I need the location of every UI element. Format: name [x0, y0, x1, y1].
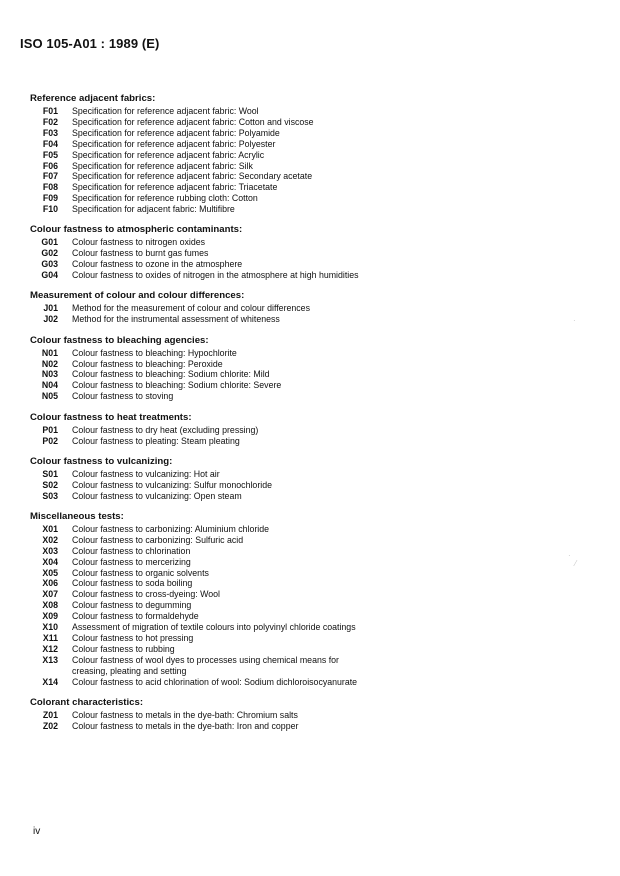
page-number: iv	[33, 826, 41, 837]
list-item	[30, 150, 590, 161]
list-item	[30, 391, 590, 402]
item-description: Colour fastness to formaldehyde	[72, 611, 199, 622]
list-item	[30, 182, 590, 193]
list-item	[30, 348, 590, 359]
item-description: Specification for reference adjacent fabric: Cotton and viscose	[72, 116, 314, 127]
section	[30, 224, 590, 281]
item-code: F07	[42, 171, 58, 182]
list-item	[30, 535, 590, 546]
list-item	[30, 128, 590, 139]
item-description: Colour fastness to ozone in the atmosphere	[72, 259, 243, 270]
list-item	[30, 589, 590, 600]
item-description: Specification for reference adjacent fabric: Acrylic	[72, 149, 265, 160]
item-code: G02	[41, 248, 58, 259]
item-code: X08	[42, 600, 58, 611]
item-description: Method for the measurement of colour and colour differences	[72, 303, 310, 314]
list-item	[30, 677, 590, 688]
item-description: Colour fastness to carbonizing: Aluminium chloride	[72, 523, 270, 534]
item-description: Colour fastness to bleaching: Sodium chlorite: Mild	[72, 369, 270, 380]
item-description: Colour fastness to cross-dyeing: Wool	[72, 589, 220, 600]
item-description: Colour fastness to vulcanizing: Sulfur monochloride	[72, 479, 272, 490]
section-list	[30, 93, 590, 741]
section-title: Colour fastness to heat treatments:	[30, 411, 192, 423]
section-title: Colorant characteristics:	[30, 696, 144, 708]
item-code: F04	[42, 138, 58, 149]
list-item	[30, 193, 590, 204]
item-code: G01	[41, 237, 58, 248]
item-description: Specification for reference adjacent fabric: Polyester	[72, 138, 276, 149]
item-description: Colour fastness to metals in the dye-bath: Iron and copper	[72, 720, 299, 731]
item-code: X09	[42, 611, 58, 622]
item-description: Specification for adjacent fabric: Multifibre	[72, 204, 235, 215]
item-code: X05	[42, 567, 58, 578]
item-code: F01	[42, 106, 58, 116]
list-item	[30, 314, 590, 325]
list-item	[30, 480, 590, 491]
scan-speck: ·	[568, 551, 571, 560]
item-description: Colour fastness to pleating: Steam pleating	[72, 435, 240, 446]
scan-speck: ·	[573, 316, 576, 325]
section	[30, 511, 590, 688]
item-code: X10	[42, 622, 58, 633]
list-item	[30, 600, 590, 611]
item-code: N04	[41, 380, 58, 391]
item-code: J02	[43, 314, 58, 325]
list-item	[30, 524, 590, 535]
list-item	[30, 139, 590, 150]
section	[30, 697, 590, 732]
item-code: X13	[42, 654, 58, 665]
item-code: G03	[41, 259, 58, 270]
list-item	[30, 237, 590, 248]
list-item	[30, 491, 590, 502]
item-description: Colour fastness to bleaching: Hypochlorite	[72, 347, 237, 358]
item-description: Specification for reference rubbing cloth: Cotton	[72, 193, 258, 204]
list-item	[30, 436, 590, 447]
item-code: X06	[42, 578, 58, 589]
item-code: S03	[42, 490, 58, 501]
list-item	[30, 359, 590, 370]
item-description: Colour fastness to bleaching: Peroxide	[72, 358, 223, 369]
item-code: F02	[42, 116, 58, 127]
list-item	[30, 633, 590, 644]
item-description: Colour fastness to acid chlorination of wool: Sodium dichloroisocyanurate	[72, 676, 358, 687]
section	[30, 412, 590, 447]
list-item	[30, 171, 590, 182]
item-description: Specification for reference adjacent fabric: Wool	[72, 106, 259, 116]
item-description: Colour fastness to vulcanizing: Hot air	[72, 468, 220, 479]
item-description: Colour fastness to rubbing	[72, 643, 175, 654]
item-description: Colour fastness to nitrogen oxides	[72, 237, 206, 248]
section	[30, 93, 590, 215]
scan-speck: ⁄	[575, 559, 577, 568]
section	[30, 290, 590, 325]
item-code: J01	[43, 303, 58, 314]
list-item	[30, 546, 590, 557]
list-item	[30, 369, 590, 380]
item-code: G04	[41, 270, 58, 281]
item-code: X12	[42, 643, 58, 654]
list-item	[30, 425, 590, 436]
item-description: Colour fastness to metals in the dye-bath: Chromium salts	[72, 709, 298, 720]
item-description: Method for the instrumental assessment of whiteness	[72, 314, 280, 325]
item-description: Colour fastness of wool dyes to processes using chemical means for creasing, pleating and setting	[72, 654, 339, 676]
list-item	[30, 161, 590, 172]
list-item	[30, 655, 590, 677]
list-item	[30, 644, 590, 655]
item-description: Colour fastness to bleaching: Sodium chlorite: Severe	[72, 380, 282, 391]
item-description: Colour fastness to hot pressing	[72, 632, 194, 643]
item-code: S02	[42, 479, 58, 490]
item-code: X11	[42, 632, 58, 643]
item-code: X01	[42, 523, 58, 534]
list-item	[30, 259, 590, 270]
list-item	[30, 557, 590, 568]
section-title: Measurement of colour and colour differences:	[30, 290, 245, 302]
list-item	[30, 568, 590, 579]
item-description: Colour fastness to burnt gas fumes	[72, 248, 209, 259]
item-code: F06	[42, 160, 58, 171]
item-description: Colour fastness to degumming	[72, 600, 192, 611]
item-code: F09	[42, 193, 58, 204]
item-code: P02	[42, 435, 58, 446]
list-item	[30, 106, 590, 117]
list-item	[30, 622, 590, 633]
item-code: S01	[42, 468, 58, 479]
list-item	[30, 270, 590, 281]
item-description: Colour fastness to organic solvents	[72, 567, 209, 578]
list-item	[30, 721, 590, 732]
item-description: Colour fastness to oxides of nitrogen in the atmosphere at high humidities	[72, 270, 359, 281]
item-code: N05	[41, 391, 58, 402]
list-item	[30, 710, 590, 721]
document-header: ISO 105-A01 : 1989 (E)	[20, 36, 160, 51]
item-code: X07	[42, 589, 58, 600]
section-title: Colour fastness to vulcanizing:	[30, 455, 173, 467]
list-item	[30, 469, 590, 480]
section-title: Reference adjacent fabrics:	[30, 93, 156, 104]
item-description: Specification for reference adjacent fabric: Triacetate	[72, 182, 278, 193]
item-code: X14	[42, 676, 58, 687]
item-code: F10	[42, 204, 58, 215]
item-code: F03	[42, 127, 58, 138]
item-code: F05	[42, 149, 58, 160]
item-code: N03	[41, 369, 58, 380]
item-code: F08	[42, 182, 58, 193]
list-item	[30, 380, 590, 391]
list-item	[30, 204, 590, 215]
list-item	[30, 578, 590, 589]
item-code: N01	[41, 347, 58, 358]
item-code: Z01	[42, 709, 58, 720]
section-title: Colour fastness to bleaching agencies:	[30, 334, 209, 346]
item-code: X02	[42, 534, 58, 545]
item-description: Colour fastness to mercerizing	[72, 556, 191, 567]
list-item	[30, 117, 590, 128]
item-description: Colour fastness to stoving	[72, 391, 174, 402]
item-code: Z02	[42, 720, 58, 731]
item-code: X03	[42, 545, 58, 556]
section	[30, 456, 590, 502]
item-code: X04	[42, 556, 58, 567]
item-description: Colour fastness to carbonizing: Sulfuric acid	[72, 534, 244, 545]
item-description: Specification for reference adjacent fabric: Polyamide	[72, 127, 280, 138]
section-title: Miscellaneous tests:	[30, 510, 124, 522]
item-description: Colour fastness to dry heat (excluding pressing)	[72, 424, 259, 435]
list-item	[30, 611, 590, 622]
item-code: P01	[42, 424, 58, 435]
list-item	[30, 303, 590, 314]
list-item	[30, 248, 590, 259]
item-description: Specification for reference adjacent fabric: Silk	[72, 160, 253, 171]
section	[30, 335, 590, 403]
section-title: Colour fastness to atmospheric contaminants:	[30, 224, 243, 236]
item-description: Assessment of migration of textile colours into polyvinyl chloride coatings	[72, 622, 356, 633]
item-description: Colour fastness to vulcanizing: Open steam	[72, 490, 242, 501]
item-description: Colour fastness to soda boiling	[72, 578, 193, 589]
item-code: N02	[41, 358, 58, 369]
item-description: Specification for reference adjacent fabric: Secondary acetate	[72, 171, 313, 182]
item-description: Colour fastness to chlorination	[72, 545, 191, 556]
